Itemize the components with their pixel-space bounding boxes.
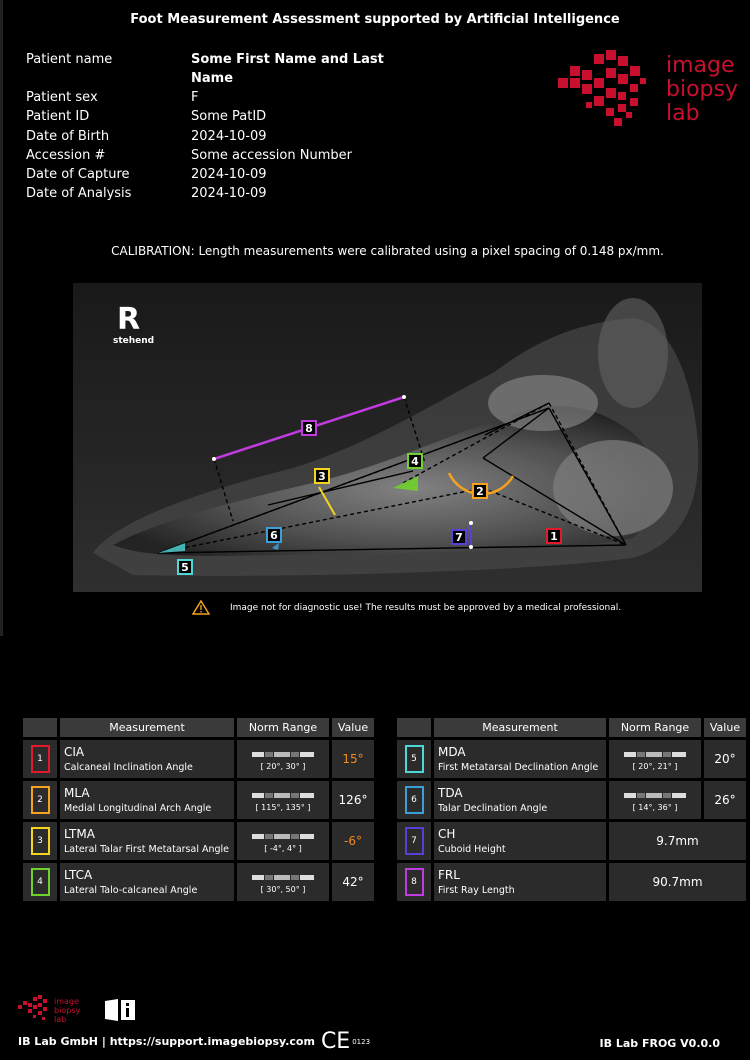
label: Patient name	[26, 52, 113, 67]
measurement-abbr: CIA	[64, 745, 85, 759]
value: Some accession Number	[191, 147, 352, 163]
left-edge-line	[0, 0, 3, 636]
number-cell	[397, 863, 431, 901]
logo-mark-icon	[558, 50, 646, 126]
measurement-full: First Ray Length	[438, 885, 515, 896]
measurement-abbr: MDA	[438, 745, 466, 759]
number-badge: 7	[405, 827, 424, 855]
number-badge: 4	[31, 868, 50, 896]
measurement-abbr: FRL	[438, 868, 460, 882]
measurement-header: Measurement	[434, 718, 606, 737]
measurement-row	[23, 822, 374, 860]
value-cell: 126°	[332, 781, 374, 819]
footer-logo-text-3: lab	[54, 1015, 67, 1023]
norm-bar	[624, 752, 686, 757]
label: Patient ID	[26, 109, 90, 125]
measurement-full: Lateral Talar First Metatarsal Angle	[64, 844, 230, 855]
norm-bar	[624, 793, 686, 798]
value-header: Value	[332, 718, 374, 737]
value-cell: 26°	[704, 781, 746, 819]
norm-range-text: [ 20°, 30° ]	[260, 762, 306, 771]
norm-range-text: [ 115°, 135° ]	[255, 803, 311, 812]
marker-8-label: 8	[305, 422, 313, 435]
label: Date of Birth	[26, 128, 110, 144]
measurement-row	[397, 740, 746, 778]
number-cell	[397, 822, 431, 860]
measurement-table-left	[20, 715, 377, 904]
marker-3-label: 3	[318, 470, 326, 483]
norm-bar	[252, 793, 314, 798]
number-cell	[23, 822, 57, 860]
number-badge: 2	[31, 786, 50, 814]
measurement-cell	[434, 863, 606, 901]
label: Date of Capture	[26, 167, 130, 183]
num-header	[397, 718, 431, 737]
value-cell: 90.7mm	[609, 863, 746, 901]
num-header	[23, 718, 57, 737]
calibration-note: CALIBRATION: Length measurements were calibrated using a pixel spacing of 0.148 px/mm.	[111, 244, 664, 258]
company-link[interactable]: IB Lab GmbH | https://support.imagebiopsy.com	[18, 1035, 315, 1048]
software-version: IB Lab FROG V0.0.0	[599, 1037, 720, 1050]
measurement-cell	[434, 781, 606, 819]
measurement-row	[397, 863, 746, 901]
value-cell: 20°	[704, 740, 746, 778]
number-cell	[23, 863, 57, 901]
number-badge: 8	[405, 868, 424, 896]
norm-range-cell	[237, 781, 329, 819]
norm-range-text: [ 20°, 21° ]	[632, 762, 678, 771]
measurement-abbr: TDA	[438, 786, 463, 800]
logo-text-2: biopsy	[666, 77, 738, 102]
number-cell	[23, 740, 57, 778]
measurement-abbr: LTMA	[64, 827, 95, 841]
report-title: Foot Measurement Assessment supported by Artificial Intelligence	[130, 12, 620, 27]
norm-range-text: [ 14°, 36° ]	[632, 803, 678, 812]
norm-range-cell	[609, 740, 701, 778]
value: 2024-10-09	[191, 186, 267, 202]
measurement-full: First Metatarsal Declination Angle	[438, 762, 599, 773]
measurement-row	[23, 781, 374, 819]
number-badge: 6	[405, 786, 424, 814]
marker-7-label: 7	[455, 531, 463, 544]
norm-range-cell	[237, 822, 329, 860]
measurement-cell	[434, 822, 606, 860]
value-cell: 15°	[332, 740, 374, 778]
logo-text-1: image	[666, 53, 735, 78]
number-cell	[23, 781, 57, 819]
marker-4-label: 4	[411, 455, 419, 468]
norm-bar	[252, 834, 314, 839]
side-marker: R	[117, 302, 141, 337]
norm-range-cell	[609, 781, 701, 819]
footer-logo-text-1: image	[54, 997, 79, 1006]
norm-range-text: [ 30°, 50° ]	[260, 885, 306, 894]
measurement-table-right	[394, 715, 749, 904]
value-cell: 42°	[332, 863, 374, 901]
norm-header: Norm Range	[237, 718, 329, 737]
measurement-row	[23, 863, 374, 901]
warning-text: Image not for diagnostic use! The results must be approved by a medical professional.	[230, 602, 622, 613]
warning-icon	[192, 600, 210, 615]
norm-header: Norm Range	[609, 718, 701, 737]
measurement-row	[23, 740, 374, 778]
measurement-full: Medial Longitudinal Arch Angle	[64, 803, 212, 814]
measurement-cell	[60, 822, 234, 860]
value: Some First Name and Last Name	[191, 52, 384, 86]
norm-bar	[252, 752, 314, 757]
norm-bar	[252, 875, 314, 880]
number-cell	[397, 740, 431, 778]
value: 2024-10-09	[191, 128, 267, 144]
marker-5-label: 5	[181, 561, 189, 574]
logo-text-3: lab	[666, 101, 700, 126]
number-badge: 3	[31, 827, 50, 855]
marker-1-label: 1	[550, 530, 558, 543]
diagnostic-warning	[192, 600, 621, 615]
measurement-cell	[60, 863, 234, 901]
manual-icon[interactable]	[104, 998, 136, 1022]
footer-logo-mark-icon	[18, 995, 47, 1020]
value-cell: -6°	[332, 822, 374, 860]
label: Date of Analysis	[26, 186, 132, 202]
footer-company-line	[18, 1029, 370, 1054]
measurement-cell	[434, 740, 606, 778]
value: Some PatID	[191, 109, 267, 125]
measurement-abbr: LTCA	[64, 868, 93, 882]
measurement-abbr: MLA	[64, 786, 90, 800]
company-logo	[556, 48, 748, 128]
value-header: Value	[704, 718, 746, 737]
measurement-row	[397, 781, 746, 819]
value: 2024-10-09	[191, 167, 267, 183]
number-badge: 1	[31, 745, 50, 773]
measurement-header: Measurement	[60, 718, 234, 737]
label: Patient sex	[26, 90, 98, 105]
marker-2-label: 2	[476, 485, 484, 498]
number-cell	[397, 781, 431, 819]
measurement-row	[397, 822, 746, 860]
norm-range-cell	[237, 740, 329, 778]
ce-number: 0123	[352, 1037, 371, 1046]
measurement-full: Cuboid Height	[438, 844, 506, 855]
footer-logo	[18, 995, 88, 1023]
number-badge: 5	[405, 745, 424, 773]
measurement-full: Talar Declination Angle	[438, 803, 548, 814]
norm-range-cell	[237, 863, 329, 901]
marker-6-label: 6	[270, 529, 278, 542]
measurement-full: Lateral Talo-calcaneal Angle	[64, 885, 198, 896]
position-label: stehend	[113, 336, 155, 346]
xray-image	[73, 283, 702, 592]
footer-logo-text-2: biopsy	[54, 1006, 81, 1015]
measurement-cell	[60, 740, 234, 778]
norm-range-text: [ -4°, 4° ]	[264, 844, 302, 853]
measurement-abbr: CH	[438, 827, 456, 841]
measurement-cell	[60, 781, 234, 819]
ce-mark-icon: CE	[320, 1029, 351, 1054]
value-cell: 9.7mm	[609, 822, 746, 860]
value: F	[191, 90, 199, 105]
label: Accession #	[26, 147, 106, 163]
measurement-full: Calcaneal Inclination Angle	[64, 762, 193, 773]
